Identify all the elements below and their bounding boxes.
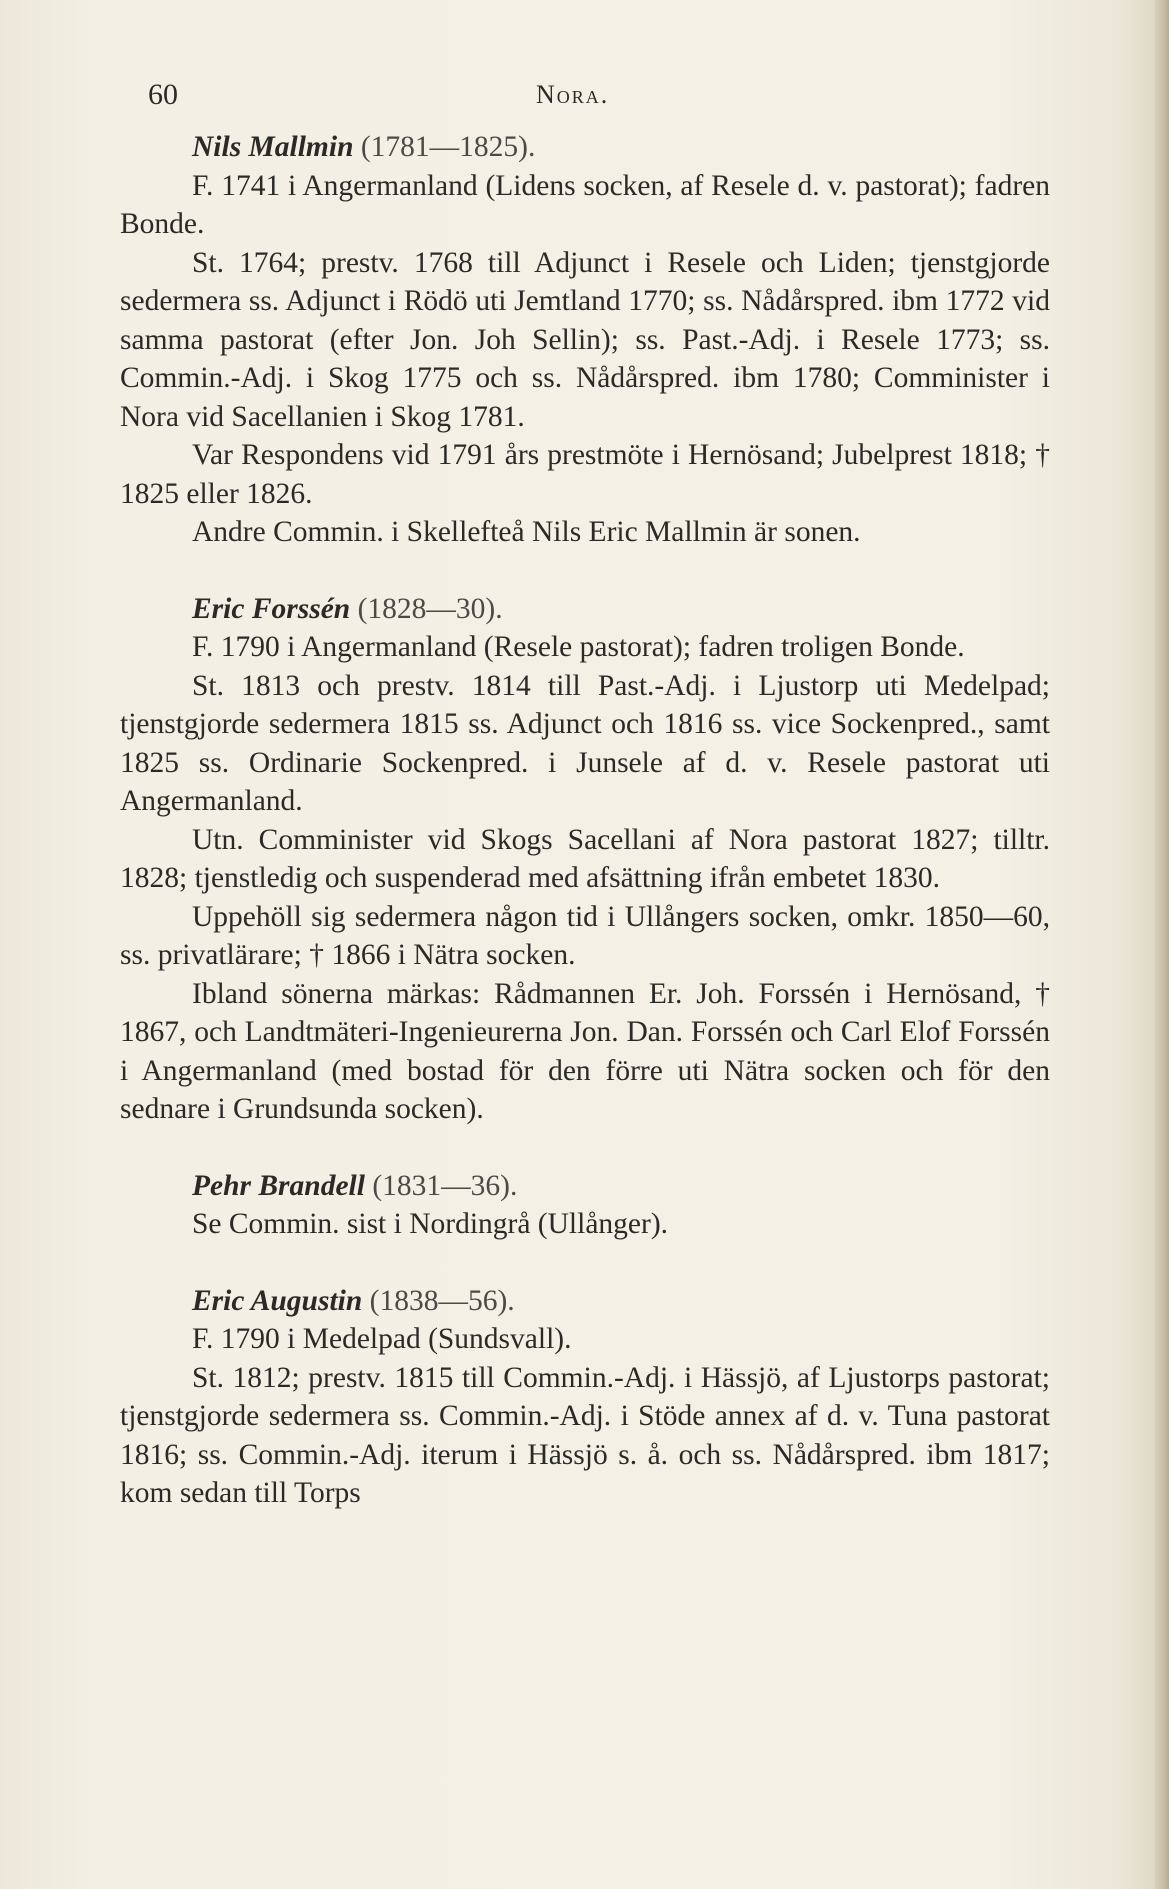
entry-years: (1838—56).: [369, 1284, 515, 1317]
entry-heading: [120, 1282, 1050, 1321]
entry-eric-forssen: [120, 590, 1050, 1129]
entry-name: Eric Augustin: [192, 1284, 363, 1317]
page-edge: [1155, 0, 1169, 1889]
entry-heading: [120, 1167, 1050, 1206]
paragraph: Utn. Comminister vid Skogs Sacellani af Nora pastorat 1827; tilltr. 1828; tjenstledig och suspenderad med afsättning ifrån embetet 1830.: [120, 823, 1050, 894]
entry-name: Pehr Brandell: [192, 1169, 365, 1202]
running-head: Nora.: [536, 80, 610, 109]
paragraph: F. 1741 i Angermanland (Lidens socken, af Resele d. v. pastorat); fadren Bonde.: [120, 169, 1050, 240]
paragraph: St. 1764; prestv. 1768 till Adjunct i Resele och Liden; tjenstgjorde sedermera ss. Adjunct i Rödö uti Jemtland 1770; ss. Nådårspred. ibm 1772 vid samma pastorat (efter Jon. Joh Sellin); ss. Past.-Adj. i Resele 1773; ss. Commin.-Adj. i Skog 1775 och ss. Nådårspred. ibm 1780; Comminister i Nora vid Sacellanien i Skog 1781.: [120, 246, 1050, 433]
entry-years: (1831—36).: [372, 1169, 518, 1202]
entry-name: Eric Forssén: [192, 592, 351, 625]
entry-nils-mallmin: [120, 128, 1050, 552]
entry-years: (1781—1825).: [360, 131, 536, 163]
entry-eric-augustin: [120, 1282, 1050, 1513]
paragraph: Uppehöll sig sedermera någon tid i Ullångers socken, omkr. 1850—60, ss. privatlärare; † 1866 i Nätra socken.: [120, 900, 1050, 971]
paragraph: F. 1790 i Angermanland (Resele pastorat); fadren troligen Bonde.: [192, 631, 965, 663]
paragraph: Andre Commin. i Skellefteå Nils Eric Mallmin är sonen.: [192, 516, 861, 548]
page-number: 60: [148, 78, 178, 111]
paragraph: Se Commin. sist i Nordingrå (Ullånger).: [192, 1208, 669, 1240]
entry-years: (1828—30).: [357, 592, 503, 625]
entry-heading: [120, 590, 1050, 629]
paragraph: Var Respondens vid 1791 års prestmöte i Hernösand; Jubelprest 1818; † 1825 eller 1826.: [120, 439, 1050, 510]
entry-heading: [120, 128, 1050, 167]
entry-name: Nils Mallmin: [192, 131, 354, 163]
page-header: [148, 78, 1048, 118]
page-body: [120, 128, 1050, 1513]
paragraph: F. 1790 i Medelpad (Sundsvall).: [192, 1323, 572, 1355]
paragraph: St. 1812; prestv. 1815 till Commin.-Adj. i Hässjö, af Ljustorps pastorat; tjenstgjorde sedermera ss. Commin.-Adj. i Stöde annex af d. v. Tuna pastorat 1816; ss. Commin.-Adj. iterum i Hässjö s. å. och ss. Nådårspred. ibm 1817; kom sedan till Torps: [120, 1361, 1050, 1509]
entry-pehr-brandell: [120, 1167, 1050, 1244]
paragraph: Ibland sönerna märkas: Rådmannen Er. Joh. Forssén i Hernösand, † 1867, och Landtmäteri-Ingenieurerna Jon. Dan. Forssén och Carl Elof Forssén i Angermanland (med bostad för den förre uti Nätra socken och för den sednare i Grundsunda socken).: [120, 977, 1050, 1125]
paragraph: St. 1813 och prestv. 1814 till Past.-Adj. i Ljustorp uti Medelpad; tjenstgjorde sedermera 1815 ss. Adjunct och 1816 ss. vice Sockenpred., samt 1825 ss. Ordinarie Sockenpred. i Junsele af d. v. Resele pastorat uti Angermanland.: [120, 669, 1050, 817]
